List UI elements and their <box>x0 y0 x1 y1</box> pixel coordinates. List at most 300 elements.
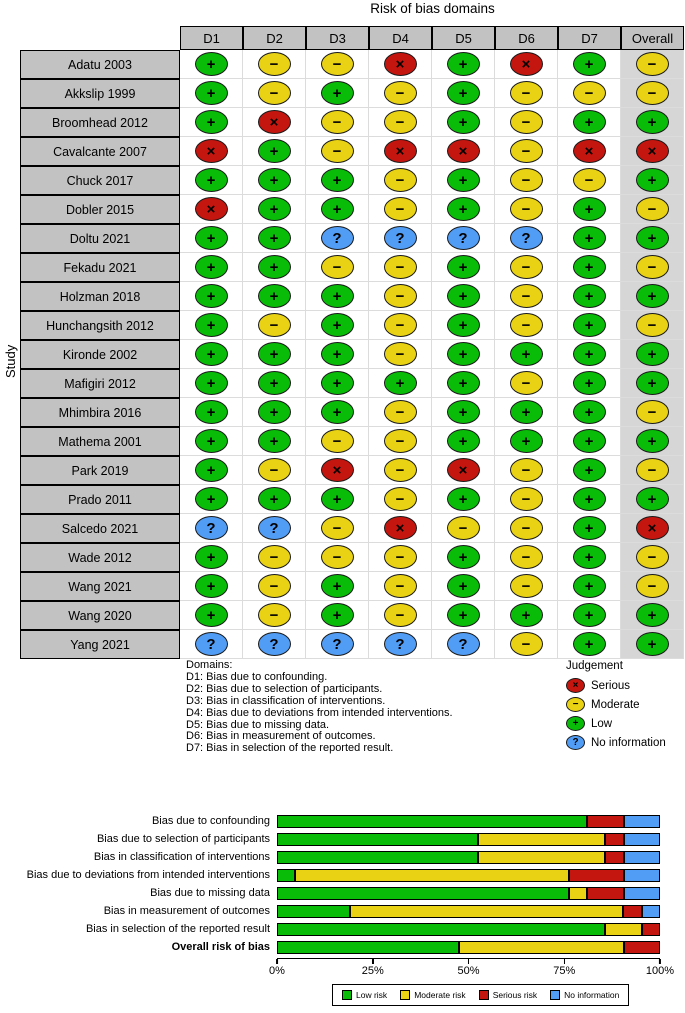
moderate-risk-icon: − <box>384 342 417 366</box>
serious-risk-icon: × <box>447 458 480 482</box>
judgement-cell <box>621 224 684 253</box>
low-risk-icon: + <box>573 313 606 337</box>
low-risk-icon: + <box>258 255 291 279</box>
judgement-cell <box>369 630 432 659</box>
judgement-cell <box>621 514 684 543</box>
judgement-cell <box>180 50 243 79</box>
study-label: Doltu 2021 <box>20 224 180 253</box>
low-risk-icon: + <box>321 371 354 395</box>
judgement-cell <box>621 369 684 398</box>
low-risk-icon: + <box>573 603 606 627</box>
moderate-risk-icon: − <box>258 52 291 76</box>
study-label: Broomhead 2012 <box>20 108 180 137</box>
moderate-risk-icon: − <box>258 81 291 105</box>
judgement-cell <box>369 108 432 137</box>
column-header-d4: D4 <box>369 26 432 50</box>
serious-bar-segment <box>642 923 660 936</box>
judgement-cell <box>243 398 306 427</box>
moderate-risk-icon: − <box>636 574 669 598</box>
low-risk-icon: + <box>636 603 669 627</box>
moderate-risk-icon: − <box>636 81 669 105</box>
no-information-icon: ? <box>258 632 291 656</box>
no-info-bar-segment <box>624 833 660 846</box>
moderate-risk-icon: − <box>510 516 543 540</box>
low-legend-swatch <box>342 990 352 1000</box>
judgement-cell <box>621 195 684 224</box>
judgement-cell <box>180 630 243 659</box>
judgement-cell <box>180 340 243 369</box>
moderate-bar-segment <box>295 869 568 882</box>
low-risk-icon: + <box>573 574 606 598</box>
moderate-risk-icon: − <box>510 81 543 105</box>
judgement-cell <box>495 543 558 572</box>
judgement-cell <box>495 253 558 282</box>
judgement-cell <box>621 253 684 282</box>
bar-row <box>0 830 685 848</box>
domain-definition: D1: Bias due to confounding. <box>186 670 328 683</box>
low-risk-icon: + <box>447 52 480 76</box>
low-risk-icon: + <box>195 226 228 250</box>
moderate-risk-icon: − <box>384 429 417 453</box>
legend-item <box>400 990 466 1000</box>
low-risk-icon: + <box>636 168 669 192</box>
judgement-cell <box>621 485 684 514</box>
bar-category-label: Bias due to missing data <box>150 887 270 899</box>
traffic-light-title: Risk of bias domains <box>370 1 495 16</box>
low-risk-icon: + <box>636 487 669 511</box>
judgement-cell <box>243 514 306 543</box>
serious-bar-segment <box>569 869 624 882</box>
low-risk-icon: + <box>258 197 291 221</box>
serious-risk-icon: × <box>384 139 417 163</box>
judgement-cell <box>558 282 621 311</box>
judgement-cell <box>180 137 243 166</box>
study-label: Yang 2021 <box>20 630 180 659</box>
judgement-cell <box>432 485 495 514</box>
judgement-cell <box>621 50 684 79</box>
moderate-risk-icon: − <box>510 487 543 511</box>
study-label: Salcedo 2021 <box>20 514 180 543</box>
corner-spacer <box>20 26 180 50</box>
study-label: Wade 2012 <box>20 543 180 572</box>
judgement-cell <box>243 224 306 253</box>
moderate-risk-icon: − <box>573 81 606 105</box>
judgement-cell <box>243 50 306 79</box>
low-risk-icon: + <box>447 545 480 569</box>
judgement-cell <box>369 456 432 485</box>
judgement-cell <box>306 427 369 456</box>
x-axis-tick <box>269 959 285 977</box>
judgement-cell <box>621 79 684 108</box>
judgement-legend-item <box>566 676 666 695</box>
judgement-cell <box>495 427 558 456</box>
study-label: Wang 2021 <box>20 572 180 601</box>
low-risk-icon: + <box>195 168 228 192</box>
moderate-risk-icon: − <box>636 52 669 76</box>
legend-label: Moderate risk <box>414 990 466 1000</box>
low-risk-icon: + <box>321 342 354 366</box>
low-risk-icon: + <box>195 110 228 134</box>
serious-risk-icon: × <box>321 458 354 482</box>
judgement-cell <box>369 369 432 398</box>
moderate-risk-icon: − <box>510 545 543 569</box>
serious-legend-swatch <box>479 990 489 1000</box>
low-risk-icon: + <box>321 313 354 337</box>
low-risk-icon: + <box>258 139 291 163</box>
low-risk-icon: + <box>195 574 228 598</box>
no-info-bar-segment <box>624 887 660 900</box>
judgement-cell <box>432 311 495 340</box>
judgement-cell <box>306 108 369 137</box>
low-risk-icon: + <box>636 632 669 656</box>
judgement-cell <box>180 456 243 485</box>
legend-item <box>342 990 387 1000</box>
low-risk-icon: + <box>258 342 291 366</box>
column-header-d5: D5 <box>432 26 495 50</box>
domain-definition: D5: Bias due to missing data. <box>186 718 330 731</box>
study-label: Hunchangsith 2012 <box>20 311 180 340</box>
judgement-cell <box>432 514 495 543</box>
judgement-cell <box>558 253 621 282</box>
judgement-cell <box>180 282 243 311</box>
judgement-cell <box>306 311 369 340</box>
judgement-cell <box>306 456 369 485</box>
moderate-bar-segment <box>478 833 606 846</box>
judgement-cell <box>180 224 243 253</box>
column-header-overall: Overall <box>621 26 684 50</box>
low-risk-icon: + <box>258 284 291 308</box>
judgement-cell <box>432 137 495 166</box>
judgement-cell <box>495 485 558 514</box>
judgement-legend-item <box>566 733 666 752</box>
moderate-risk-icon: − <box>384 545 417 569</box>
judgement-cell <box>243 282 306 311</box>
moderate-risk-icon: − <box>258 313 291 337</box>
judgement-cell <box>495 195 558 224</box>
judgement-legend-label: Serious <box>591 679 630 692</box>
stacked-bar <box>277 869 660 882</box>
low-risk-icon: + <box>636 284 669 308</box>
judgement-cell <box>369 195 432 224</box>
low-risk-icon: + <box>636 429 669 453</box>
low-risk-icon: + <box>447 342 480 366</box>
moderate-risk-icon: − <box>258 603 291 627</box>
judgement-cell <box>558 166 621 195</box>
domains-legend-heading: Domains: <box>186 659 233 671</box>
stacked-bar <box>277 833 660 846</box>
low-risk-icon: + <box>321 400 354 424</box>
judgement-cell <box>621 456 684 485</box>
serious-risk-icon: × <box>636 139 669 163</box>
low-bar-segment <box>277 833 478 846</box>
judgement-cell <box>432 630 495 659</box>
judgement-cell <box>243 456 306 485</box>
judgement-cell <box>243 79 306 108</box>
judgement-cell <box>180 514 243 543</box>
bar-row <box>0 812 685 830</box>
legend-item <box>479 990 537 1000</box>
bar-category-label: Bias in measurement of outcomes <box>103 905 270 917</box>
serious-risk-icon: × <box>636 516 669 540</box>
x-axis-tick <box>457 959 479 977</box>
low-risk-icon: + <box>258 400 291 424</box>
low-risk-icon: + <box>321 487 354 511</box>
tick-mark <box>659 959 661 964</box>
domain-definition: D6: Bias in measurement of outcomes. <box>186 730 376 743</box>
low-risk-icon: + <box>321 284 354 308</box>
judgement-cell <box>621 137 684 166</box>
study-label: Wang 2020 <box>20 601 180 630</box>
low-risk-icon: + <box>195 545 228 569</box>
judgement-cell <box>243 108 306 137</box>
judgement-cell <box>306 369 369 398</box>
judgement-cell <box>558 572 621 601</box>
judgement-cell <box>306 630 369 659</box>
domain-definition: D3: Bias in classification of interventions. <box>186 694 386 707</box>
judgement-cell <box>369 79 432 108</box>
study-label: Fekadu 2021 <box>20 253 180 282</box>
judgement-cell <box>432 398 495 427</box>
moderate-risk-icon: − <box>573 168 606 192</box>
moderate-risk-icon: − <box>510 110 543 134</box>
judgement-cell <box>495 50 558 79</box>
moderate-risk-icon: − <box>384 487 417 511</box>
no-info-bar-segment <box>624 851 660 864</box>
x-axis-tick <box>553 959 575 977</box>
judgement-cell <box>432 224 495 253</box>
judgement-cell <box>621 543 684 572</box>
judgement-cell <box>369 282 432 311</box>
judgement-legend-label: No information <box>591 736 666 749</box>
low-risk-icon: + <box>447 400 480 424</box>
x-axis-tick <box>646 959 674 977</box>
bar-row <box>0 902 685 920</box>
low-risk-icon: + <box>510 429 543 453</box>
judgement-cell <box>621 282 684 311</box>
serious-bar-segment <box>587 887 623 900</box>
low-risk-icon: + <box>573 226 606 250</box>
judgement-cell <box>243 166 306 195</box>
moderate-risk-icon: − <box>384 574 417 598</box>
serious-bar-segment <box>623 905 641 918</box>
moderate-risk-icon: − <box>510 255 543 279</box>
tick-mark <box>468 959 470 964</box>
low-risk-icon: + <box>195 429 228 453</box>
tick-mark <box>564 959 566 964</box>
judgement-cell <box>243 137 306 166</box>
low-risk-icon: + <box>258 168 291 192</box>
study-label: Mathema 2001 <box>20 427 180 456</box>
low-bar-segment <box>277 851 478 864</box>
low-bar-segment <box>277 905 350 918</box>
moderate-risk-icon: − <box>321 516 354 540</box>
legend-label: No information <box>564 990 620 1000</box>
no-information-icon: ? <box>321 632 354 656</box>
tick-label: 25% <box>361 965 384 977</box>
judgement-legend-heading: Judgement <box>566 660 623 672</box>
judgement-cell <box>495 340 558 369</box>
low-risk-icon: + <box>195 400 228 424</box>
moderate-risk-icon: − <box>321 545 354 569</box>
judgement-cell <box>180 601 243 630</box>
judgement-cell <box>306 282 369 311</box>
judgement-legend <box>566 660 666 752</box>
legend-label: Low risk <box>356 990 388 1000</box>
judgement-cell <box>180 427 243 456</box>
judgement-cell <box>306 166 369 195</box>
moderate-risk-icon: − <box>510 574 543 598</box>
moderate-risk-icon: − <box>636 313 669 337</box>
moderate-bar-segment <box>350 905 623 918</box>
judgement-cell <box>495 282 558 311</box>
serious-risk-icon: × <box>258 110 291 134</box>
bar-category-label: Bias in classification of interventions <box>93 851 270 863</box>
judgement-cell <box>243 572 306 601</box>
judgement-cell <box>432 282 495 311</box>
low-risk-icon: + <box>636 371 669 395</box>
judgement-cell <box>432 79 495 108</box>
judgement-cell <box>306 340 369 369</box>
study-label: Chuck 2017 <box>20 166 180 195</box>
judgement-cell <box>558 195 621 224</box>
judgement-cell <box>243 311 306 340</box>
judgement-cell <box>180 195 243 224</box>
moderate-risk-icon: − <box>258 458 291 482</box>
low-risk-icon: + <box>636 342 669 366</box>
study-label: Holzman 2018 <box>20 282 180 311</box>
serious-risk-icon: × <box>573 139 606 163</box>
study-label: Park 2019 <box>20 456 180 485</box>
judgement-cell <box>495 630 558 659</box>
judgement-cell <box>432 166 495 195</box>
judgement-cell <box>558 630 621 659</box>
no-information-icon: ? <box>447 226 480 250</box>
judgement-cell <box>432 572 495 601</box>
judgement-cell <box>369 514 432 543</box>
column-header-d1: D1 <box>180 26 243 50</box>
judgement-cell <box>558 456 621 485</box>
bar-row <box>0 920 685 938</box>
judgement-cell <box>558 427 621 456</box>
low-risk-icon: + <box>384 371 417 395</box>
summary-bar-plot <box>0 812 685 956</box>
low-bar-segment <box>277 815 587 828</box>
low-risk-icon: + <box>447 110 480 134</box>
moderate-risk-icon: − <box>636 197 669 221</box>
judgement-cell <box>243 369 306 398</box>
serious-bar-segment <box>624 941 660 954</box>
judgement-cell <box>558 485 621 514</box>
stacked-bar <box>277 851 660 864</box>
no-information-icon: ? <box>510 226 543 250</box>
no-info-bar-segment <box>642 905 660 918</box>
tick-label: 0% <box>269 965 285 977</box>
judgement-cell <box>180 369 243 398</box>
judgement-cell <box>306 543 369 572</box>
judgement-cell <box>558 601 621 630</box>
low-risk-icon: + <box>195 52 228 76</box>
low-risk-icon: + <box>321 603 354 627</box>
low-risk-icon: + <box>573 400 606 424</box>
judgement-legend-label: Moderate <box>591 698 640 711</box>
moderate-risk-icon: − <box>384 255 417 279</box>
judgement-cell <box>495 108 558 137</box>
low-risk-icon: + <box>510 400 543 424</box>
serious-bar-segment <box>587 815 623 828</box>
judgement-cell <box>621 398 684 427</box>
judgement-cell <box>558 311 621 340</box>
low-risk-icon: + <box>573 371 606 395</box>
low-risk-icon: + <box>258 226 291 250</box>
judgement-cell <box>180 253 243 282</box>
judgement-cell <box>306 572 369 601</box>
judgement-cell <box>621 166 684 195</box>
moderate-risk-icon: − <box>384 81 417 105</box>
low-risk-icon: + <box>447 197 480 221</box>
judgement-cell <box>369 485 432 514</box>
no-info-legend-swatch <box>550 990 560 1000</box>
moderate-risk-icon: − <box>510 139 543 163</box>
judgement-cell <box>243 543 306 572</box>
judgement-cell <box>180 398 243 427</box>
judgement-cell <box>369 601 432 630</box>
judgement-cell <box>558 50 621 79</box>
judgement-legend-item <box>566 695 666 714</box>
low-risk-icon: + <box>195 284 228 308</box>
low-risk-icon: + <box>195 371 228 395</box>
judgement-cell <box>495 601 558 630</box>
column-header-d6: D6 <box>495 26 558 50</box>
moderate-risk-icon: − <box>321 110 354 134</box>
low-risk-icon: + <box>566 716 585 731</box>
column-header-d3: D3 <box>306 26 369 50</box>
low-risk-icon: + <box>573 487 606 511</box>
bar-row <box>0 884 685 902</box>
low-risk-icon: + <box>195 255 228 279</box>
judgement-cell <box>495 514 558 543</box>
study-label: Prado 2011 <box>20 485 180 514</box>
moderate-risk-icon: − <box>321 255 354 279</box>
moderate-risk-icon: − <box>384 284 417 308</box>
moderate-risk-icon: − <box>258 574 291 598</box>
legend-label: Serious risk <box>492 990 538 1000</box>
judgement-cell <box>495 79 558 108</box>
judgement-cell <box>243 485 306 514</box>
low-risk-icon: + <box>510 603 543 627</box>
judgement-cell <box>180 108 243 137</box>
judgement-cell <box>558 340 621 369</box>
judgement-cell <box>306 195 369 224</box>
moderate-risk-icon: − <box>566 697 585 712</box>
judgement-cell <box>495 572 558 601</box>
moderate-risk-icon: − <box>510 458 543 482</box>
study-label: Kironde 2002 <box>20 340 180 369</box>
low-risk-icon: + <box>447 603 480 627</box>
judgement-cell <box>306 485 369 514</box>
judgement-cell <box>432 253 495 282</box>
judgement-cell <box>495 456 558 485</box>
low-risk-icon: + <box>321 168 354 192</box>
domain-definition: D4: Bias due to deviations from intended interventions. <box>186 706 453 719</box>
judgement-cell <box>558 224 621 253</box>
judgement-cell <box>495 224 558 253</box>
judgement-cell <box>306 79 369 108</box>
low-risk-icon: + <box>510 342 543 366</box>
study-label: Cavalcante 2007 <box>20 137 180 166</box>
serious-risk-icon: × <box>195 139 228 163</box>
judgement-cell <box>558 398 621 427</box>
judgement-cell <box>306 514 369 543</box>
